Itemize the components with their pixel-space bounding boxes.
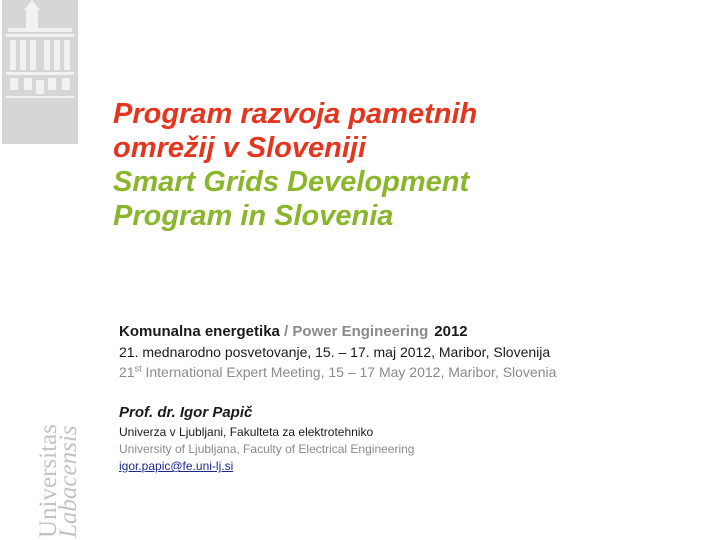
meeting-en	[119, 362, 709, 382]
meeting-en-number: 21	[119, 364, 135, 380]
affiliation-sl: Univerza v Ljubljani, Fakulteta za elektrotehniko	[119, 425, 374, 439]
meeting-sl: 21. mednarodno posvetovanje, 15. – 17. maj 2012, Maribor, Slovenija	[119, 344, 551, 360]
slide-title	[113, 97, 703, 233]
university-wordmark	[0, 400, 82, 540]
event-name-sl: Komunalna energetika	[119, 323, 280, 340]
event-name-en: Power Engineering	[292, 323, 429, 340]
author-name: Prof. dr. Igor Papič	[119, 404, 253, 421]
affiliation-en: University of Ljubljana, Faculty of Electrical Engineering	[119, 442, 415, 456]
title-en-line-2: Program in Slovenia	[113, 200, 394, 232]
title-en-line-1: Smart Grids Development	[113, 166, 470, 198]
meeting-en-ordinal: st	[134, 363, 142, 374]
wordmark-line-2: Labacensis	[55, 425, 82, 538]
title-sl-line-2: omrežij v Sloveniji	[113, 132, 367, 164]
event-separator: /	[279, 323, 293, 340]
meeting-en-rest: International Expert Meeting, 15 – 17 May 2012, Maribor, Slovenia	[141, 364, 557, 380]
author-email-link[interactable]: igor.papic@fe.uni-lj.si	[119, 459, 234, 473]
author-info	[119, 402, 709, 475]
event-info	[119, 322, 709, 382]
wordmark-line-1: Universitas	[35, 424, 62, 538]
event-year: 2012	[434, 323, 468, 340]
title-sl-line-1: Program razvoja pametnih	[113, 98, 478, 130]
event-heading	[119, 322, 709, 342]
university-building-logo-icon	[2, 0, 78, 144]
